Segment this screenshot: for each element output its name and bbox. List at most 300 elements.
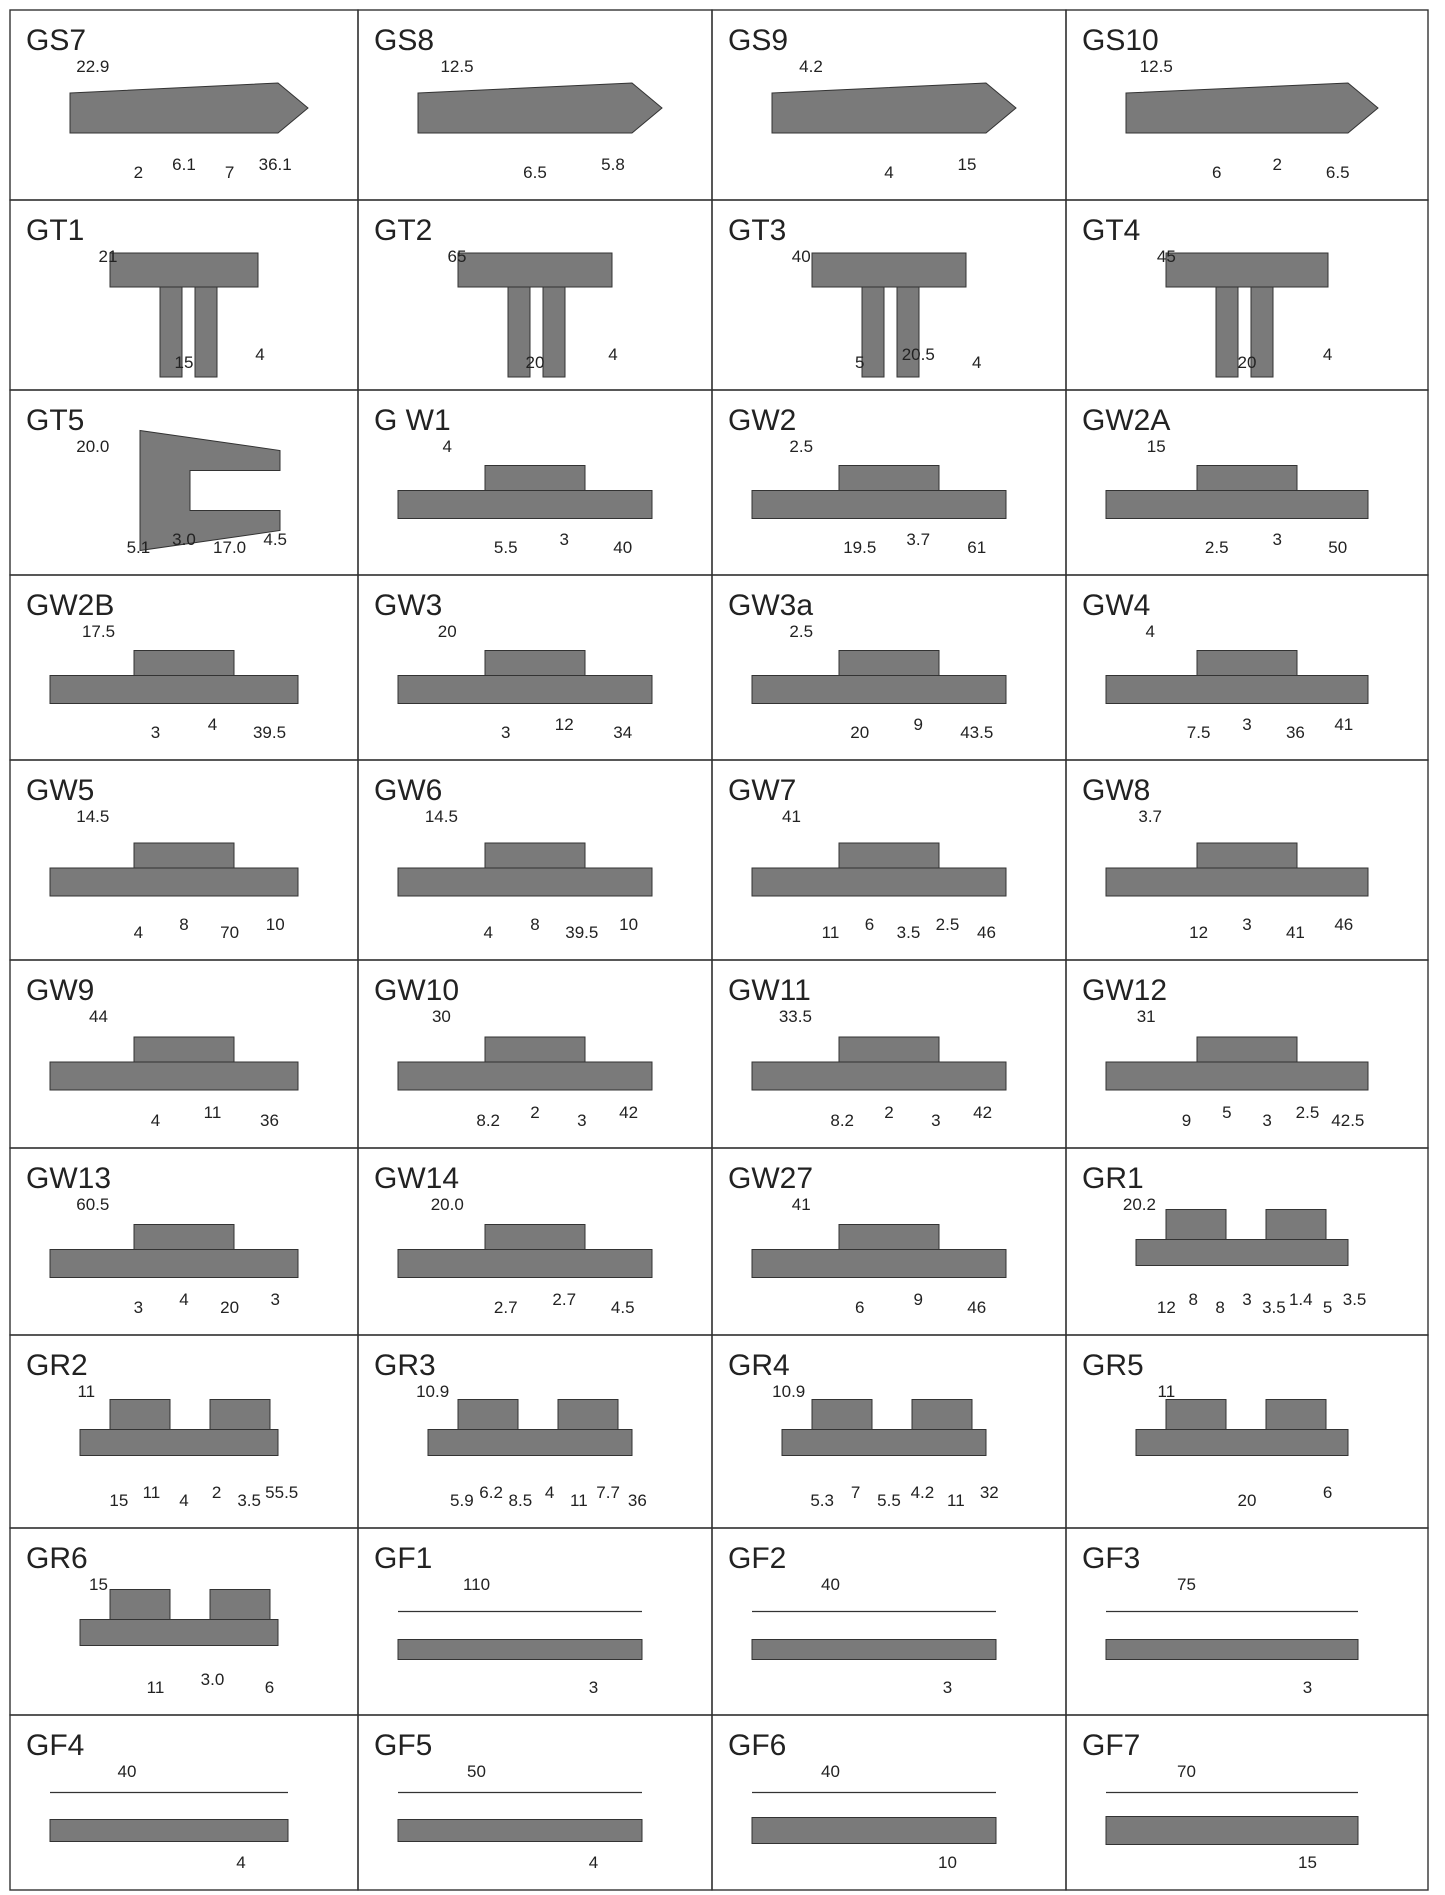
- dimension-label: 12.5: [440, 57, 474, 76]
- dimension-label: 5.1: [126, 538, 151, 557]
- profile-cell: [712, 960, 1066, 1148]
- profile-code: GT5: [26, 404, 85, 437]
- dimension-label: 7: [224, 163, 235, 182]
- dimension-label: 4: [1145, 622, 1155, 641]
- dimension-label: 20: [437, 622, 457, 641]
- profile-cell: [1066, 1528, 1428, 1715]
- dimension-label: 50: [467, 1762, 486, 1781]
- profile-shape: [458, 1400, 518, 1430]
- dimension-label: 4: [483, 923, 493, 942]
- dimension-label: 40: [117, 1762, 137, 1781]
- profile-shape: [398, 676, 652, 704]
- dimension-label: 6: [1322, 1483, 1333, 1502]
- dimension-label: 3: [133, 1298, 144, 1317]
- dimension-label: 1.4: [1288, 1290, 1313, 1309]
- profile-code: GW2A: [1082, 404, 1171, 437]
- dimension-label: 2.5: [1204, 538, 1229, 557]
- dimension-label: 42.5: [1331, 1111, 1365, 1130]
- dimension-label: 70: [1177, 1762, 1196, 1781]
- dimension-label: 39.5: [565, 923, 599, 942]
- profile-cell: [358, 200, 712, 390]
- dimension-label: 4: [442, 437, 452, 456]
- profile-shape: [1136, 1430, 1348, 1456]
- dimension-label: 40: [821, 1575, 840, 1594]
- profile-code: GR3: [374, 1349, 436, 1382]
- profile-shape: [1166, 1210, 1226, 1240]
- profile-code: GR5: [1082, 1349, 1144, 1382]
- profile-code: GT1: [26, 214, 85, 247]
- dimension-label: 4: [544, 1483, 555, 1502]
- dimension-label: 3: [1262, 1111, 1272, 1130]
- profile-code: GW27: [728, 1162, 814, 1195]
- dimension-label: 41: [1334, 715, 1354, 734]
- dimension-label: 11: [1157, 1382, 1176, 1401]
- profile-code: GT3: [728, 214, 787, 247]
- profile-shape: [752, 1062, 1006, 1090]
- dimension-label: 2.7: [493, 1298, 518, 1317]
- dimension-label: 3.7: [1138, 807, 1163, 826]
- profile-shape: [485, 466, 585, 491]
- profile-shape: [418, 83, 662, 133]
- profile-code: GW4: [1082, 589, 1151, 622]
- dimension-label: 9: [913, 715, 923, 734]
- profile-code: GF5: [374, 1729, 433, 1762]
- dimension-label: 7.7: [596, 1483, 620, 1502]
- profile-shape: [543, 287, 565, 377]
- profile-code: GS8: [374, 24, 435, 57]
- dimension-label: 21: [98, 247, 118, 266]
- profile-cell: [358, 760, 712, 960]
- profile-cell: [358, 1335, 712, 1528]
- profile-cell: [358, 390, 712, 575]
- profile-cell: [358, 1715, 712, 1890]
- dimension-label: 15: [109, 1491, 129, 1510]
- profile-shape: [398, 1820, 642, 1842]
- dimension-label: 2.7: [552, 1290, 577, 1309]
- dimension-label: 15: [1298, 1853, 1317, 1872]
- dimension-label: 6: [1212, 163, 1222, 182]
- dimension-label: 15: [174, 353, 194, 372]
- dimension-label: 10: [265, 915, 285, 934]
- dimension-label: 8: [1188, 1290, 1198, 1309]
- dimension-label: 30: [431, 1007, 451, 1026]
- profile-cell: [10, 1148, 358, 1335]
- dimension-label: 41: [1285, 923, 1305, 942]
- dimension-label: 15: [89, 1575, 108, 1594]
- dimension-label: 2: [133, 163, 144, 182]
- profile-code: GF6: [728, 1729, 787, 1762]
- dimension-label: 45: [1156, 247, 1176, 266]
- profile-shape: [70, 83, 308, 133]
- dimension-label: 12: [554, 715, 574, 734]
- dimension-label: 36.1: [258, 155, 292, 174]
- profile-shape: [839, 651, 939, 676]
- dimension-label: 4.5: [263, 530, 288, 549]
- profile-code: GS9: [728, 24, 789, 57]
- dimension-label: 110: [462, 1575, 491, 1594]
- profile-shape: [398, 868, 652, 896]
- dimension-label: 50: [1328, 538, 1348, 557]
- profile-shape: [134, 1037, 234, 1062]
- profile-code: GF2: [728, 1542, 787, 1575]
- dimension-label: 11: [146, 1678, 165, 1697]
- profile-shape: [1136, 1240, 1348, 1266]
- profile-code: GS10: [1082, 24, 1159, 57]
- profile-shape: [1126, 83, 1378, 133]
- dimension-label: 14.5: [76, 807, 110, 826]
- profile-shape: [50, 868, 298, 896]
- dimension-label: 42: [973, 1103, 993, 1122]
- dimension-label: 14.5: [424, 807, 458, 826]
- dimension-label: 3: [501, 723, 511, 742]
- profile-code: GW6: [374, 774, 443, 807]
- dimension-label: 75: [1177, 1575, 1196, 1594]
- dimension-label: 4: [150, 1111, 161, 1130]
- profile-shape: [772, 83, 1016, 133]
- dimension-label: 3.5: [896, 923, 921, 942]
- profile-cell: [1066, 760, 1428, 960]
- dimension-label: 8.2: [476, 1111, 501, 1130]
- dimension-label: 2.5: [789, 437, 814, 456]
- dimension-label: 15: [1146, 437, 1166, 456]
- dimension-label: 5: [1322, 1298, 1333, 1317]
- dimension-label: 5.5: [877, 1491, 901, 1510]
- dimension-label: 12: [1156, 1298, 1176, 1317]
- profile-shape: [1197, 651, 1297, 676]
- dimension-label: 40: [791, 247, 811, 266]
- profile-cell: [10, 200, 358, 390]
- dimension-label: 3: [588, 1678, 599, 1697]
- dimension-label: 10.9: [416, 1382, 450, 1401]
- profile-cell: [10, 960, 358, 1148]
- dimension-label: 4.5: [610, 1298, 635, 1317]
- dimension-label: 65: [447, 247, 467, 266]
- profile-code: GW12: [1082, 974, 1168, 1007]
- profile-code: GR1: [1082, 1162, 1144, 1195]
- dimension-label: 20: [1237, 353, 1257, 372]
- profile-shape: [782, 1430, 986, 1456]
- profile-code: GF4: [26, 1729, 85, 1762]
- dimension-label: 4.2: [799, 57, 823, 76]
- profile-cell: [10, 10, 358, 200]
- dimension-label: 20.2: [1122, 1195, 1156, 1214]
- profile-shape: [110, 1400, 170, 1430]
- dimension-label: 5.5: [493, 538, 518, 557]
- profile-shape: [839, 466, 939, 491]
- dimension-label: 19.5: [843, 538, 877, 557]
- dimension-label: 3: [1272, 530, 1282, 549]
- profile-shape: [398, 1640, 642, 1660]
- dimension-label: 3: [270, 1290, 280, 1309]
- profile-shape: [752, 491, 1006, 519]
- profile-cell: [358, 1528, 712, 1715]
- dimension-label: 12.5: [1139, 57, 1173, 76]
- profile-shape: [458, 253, 612, 287]
- profile-cell: [712, 200, 1066, 390]
- dimension-label: 4: [207, 715, 218, 734]
- profile-shape: [1166, 253, 1328, 287]
- profile-shape: [80, 1430, 278, 1456]
- dimension-label: 41: [782, 807, 801, 826]
- dimension-label: 15: [957, 155, 977, 174]
- profile-shape: [134, 1225, 234, 1250]
- dimension-label: 20.0: [430, 1195, 464, 1214]
- dimension-label: 42: [619, 1103, 639, 1122]
- dimension-label: 3.7: [906, 530, 931, 549]
- dimension-label: 3: [1242, 915, 1252, 934]
- dimension-label: 2.5: [935, 915, 960, 934]
- dimension-label: 2: [530, 1103, 540, 1122]
- profile-shape: [195, 287, 217, 377]
- dimension-label: 20.5: [901, 345, 935, 364]
- profile-code: GW9: [26, 974, 95, 1007]
- dimension-label: 40: [821, 1762, 840, 1781]
- dimension-label: 2: [211, 1483, 222, 1502]
- profile-code: G W1: [374, 404, 451, 437]
- dimension-label: 4: [884, 163, 894, 182]
- dimension-label: 11: [203, 1103, 222, 1122]
- profile-shape: [752, 1250, 1006, 1278]
- profile-shape: [50, 1820, 288, 1842]
- profile-shape: [1106, 676, 1368, 704]
- profile-code: GW2B: [26, 589, 115, 622]
- dimension-label: 4: [133, 923, 144, 942]
- profile-code: GW5: [26, 774, 95, 807]
- profile-shape: [1266, 1210, 1326, 1240]
- dimension-label: 9: [913, 1290, 923, 1309]
- dimension-label: 20: [525, 353, 545, 372]
- dimension-label: 41: [791, 1195, 811, 1214]
- dimension-label: 7: [850, 1483, 861, 1502]
- dimension-label: 3.5: [1342, 1290, 1367, 1309]
- dimension-label: 34: [613, 723, 633, 742]
- profile-code: GW2: [728, 404, 797, 437]
- dimension-label: 4.2: [910, 1483, 935, 1502]
- profile-cell: [712, 1148, 1066, 1335]
- profile-cell: [712, 1715, 1066, 1890]
- dimension-label: 61: [967, 538, 987, 557]
- dimension-label: 3: [1242, 715, 1252, 734]
- profile-code: GF1: [374, 1542, 433, 1575]
- profile-shape: [485, 1037, 585, 1062]
- profile-shape: [1106, 1817, 1358, 1845]
- profile-shape: [398, 1062, 652, 1090]
- profile-shape: [1216, 287, 1238, 377]
- dimension-label: 46: [1334, 915, 1354, 934]
- profile-shape: [839, 1037, 939, 1062]
- profile-cell: [358, 1148, 712, 1335]
- dimension-label: 20: [1237, 1491, 1257, 1510]
- dimension-label: 4: [179, 1491, 189, 1510]
- profile-code: GR2: [26, 1349, 88, 1382]
- dimension-label: 5: [1222, 1103, 1232, 1122]
- profile-cell: [712, 760, 1066, 960]
- profile-shape: [1266, 1400, 1326, 1430]
- profile-shape: [752, 868, 1006, 896]
- profile-cell: [10, 1528, 358, 1715]
- dimension-label: 6: [864, 915, 875, 934]
- dimension-label: 3.0: [200, 1670, 225, 1689]
- dimension-label: 8.5: [508, 1491, 533, 1510]
- dimension-label: 10: [619, 915, 639, 934]
- dimension-label: 31: [1136, 1007, 1156, 1026]
- profile-code: GW10: [374, 974, 460, 1007]
- profile-cell: [1066, 960, 1428, 1148]
- profile-shape: [812, 1400, 872, 1430]
- dimension-label: 4: [1322, 345, 1333, 364]
- profile-shape: [50, 1250, 298, 1278]
- profile-shape: [1197, 843, 1297, 868]
- profile-code: GR4: [728, 1349, 790, 1382]
- dimension-label: 3: [1242, 1290, 1252, 1309]
- profile-shape: [1197, 1037, 1297, 1062]
- dimension-label: 22.9: [76, 57, 110, 76]
- dimension-label: 2: [1272, 155, 1282, 174]
- profile-shape: [428, 1430, 632, 1456]
- profile-code: GW7: [728, 774, 797, 807]
- dimension-label: 2.5: [789, 622, 814, 641]
- dimension-label: 20: [850, 723, 870, 742]
- profile-shape: [752, 1818, 996, 1844]
- dimension-label: 4: [255, 345, 265, 364]
- dimension-label: 8: [530, 915, 540, 934]
- dimension-label: 11: [142, 1483, 161, 1502]
- dimension-label: 4: [588, 1853, 599, 1872]
- dimension-label: 2: [884, 1103, 894, 1122]
- profile-cell: [10, 760, 358, 960]
- profile-code: GF7: [1082, 1729, 1141, 1762]
- profile-cell: [1066, 1148, 1428, 1335]
- profile-shape: [862, 287, 884, 377]
- dimension-label: 6.5: [523, 163, 547, 182]
- profile-code: GT2: [374, 214, 433, 247]
- profile-shape: [80, 1620, 278, 1646]
- profile-cell: [1066, 575, 1428, 760]
- dimension-label: 5.8: [601, 155, 625, 174]
- dimension-label: 3: [559, 530, 569, 549]
- profile-cell: [1066, 390, 1428, 575]
- profile-cell: [10, 1715, 358, 1890]
- dimension-label: 2.5: [1295, 1103, 1320, 1122]
- dimension-label: 6.5: [1325, 163, 1350, 182]
- dimension-label: 8: [1215, 1298, 1225, 1317]
- dimension-label: 4: [972, 353, 982, 372]
- dimension-label: 10: [938, 1853, 957, 1872]
- dimension-label: 7.5: [1186, 723, 1211, 742]
- dimension-label: 3: [150, 723, 161, 742]
- profile-cell: [358, 960, 712, 1148]
- profile-shape: [752, 676, 1006, 704]
- dimension-label: 5.9: [450, 1491, 474, 1510]
- profile-cell: [10, 390, 358, 575]
- dimension-label: 3.5: [1262, 1298, 1286, 1317]
- profile-cell: [358, 575, 712, 760]
- dimension-label: 39.5: [252, 723, 287, 742]
- dimension-label: 70: [220, 923, 240, 942]
- profile-shape: [558, 1400, 618, 1430]
- profile-code: GW8: [1082, 774, 1151, 807]
- dimension-label: 11: [821, 923, 840, 942]
- dimension-label: 11: [77, 1382, 96, 1401]
- dimension-label: 36: [1285, 723, 1305, 742]
- profile-shape: [1166, 1400, 1226, 1430]
- dimension-label: 46: [977, 923, 996, 942]
- profile-cell: [1066, 10, 1428, 200]
- dimension-label: 4: [179, 1290, 189, 1309]
- dimension-label: 6: [855, 1298, 865, 1317]
- dimension-label: 55.5: [265, 1483, 299, 1502]
- profile-cell: [10, 575, 358, 760]
- dimension-label: 60.5: [76, 1195, 110, 1214]
- dimension-label: 6: [264, 1678, 275, 1697]
- dimension-label: 33.5: [778, 1007, 812, 1026]
- dimension-label: 11: [570, 1491, 588, 1510]
- dimension-label: 20: [220, 1298, 240, 1317]
- dimension-label: 3: [931, 1111, 941, 1130]
- profile-code: GW3a: [728, 589, 814, 622]
- dimension-label: 36: [627, 1491, 647, 1510]
- dimension-label: 6.1: [172, 155, 196, 174]
- profile-shape: [50, 676, 298, 704]
- dimension-label: 20.0: [76, 437, 110, 456]
- profile-shape: [140, 431, 280, 551]
- profile-code: GR6: [26, 1542, 88, 1575]
- dimension-label: 3: [1302, 1678, 1313, 1697]
- dimension-label: 5: [855, 353, 865, 372]
- profile-shape: [839, 843, 939, 868]
- profile-cell: [712, 390, 1066, 575]
- profile-cell: [1066, 200, 1428, 390]
- profile-shape: [752, 1640, 996, 1660]
- profile-shape: [398, 491, 652, 519]
- profile-cell: [712, 10, 1066, 200]
- profile-shape: [912, 1400, 972, 1430]
- profile-shape: [110, 1590, 170, 1620]
- profile-shape: [1106, 491, 1368, 519]
- dimension-label: 4: [608, 345, 618, 364]
- profile-shape: [1197, 466, 1297, 491]
- profile-shape: [839, 1225, 939, 1250]
- dimension-label: 12: [1189, 923, 1209, 942]
- dimension-label: 32: [979, 1483, 999, 1502]
- profile-cell: [712, 575, 1066, 760]
- profile-cell: [1066, 1715, 1428, 1890]
- profile-shape: [110, 253, 258, 287]
- profile-shape: [134, 843, 234, 868]
- profile-shape: [210, 1590, 270, 1620]
- dimension-label: 17.5: [81, 622, 116, 641]
- dimension-label: 4: [236, 1853, 246, 1872]
- profile-code: GS7: [26, 24, 87, 57]
- profile-cell: [10, 1335, 358, 1528]
- dimension-label: 9: [1181, 1111, 1192, 1130]
- profile-code: GW11: [728, 974, 811, 1007]
- dimension-label: 6.2: [479, 1483, 503, 1502]
- profile-code: GW13: [26, 1162, 112, 1195]
- profile-shape: [1106, 868, 1368, 896]
- dimension-label: 40: [613, 538, 633, 557]
- dimension-label: 46: [967, 1298, 987, 1317]
- dimension-label: 43.5: [960, 723, 994, 742]
- profile-cell: [1066, 1335, 1428, 1528]
- profile-shape: [485, 843, 585, 868]
- profile-shape: [485, 1225, 585, 1250]
- profile-code: GW3: [374, 589, 443, 622]
- profile-code: GT4: [1082, 214, 1141, 247]
- dimension-label: 44: [89, 1007, 108, 1026]
- dimension-label: 36: [260, 1111, 279, 1130]
- dimension-label: 10.9: [772, 1382, 806, 1401]
